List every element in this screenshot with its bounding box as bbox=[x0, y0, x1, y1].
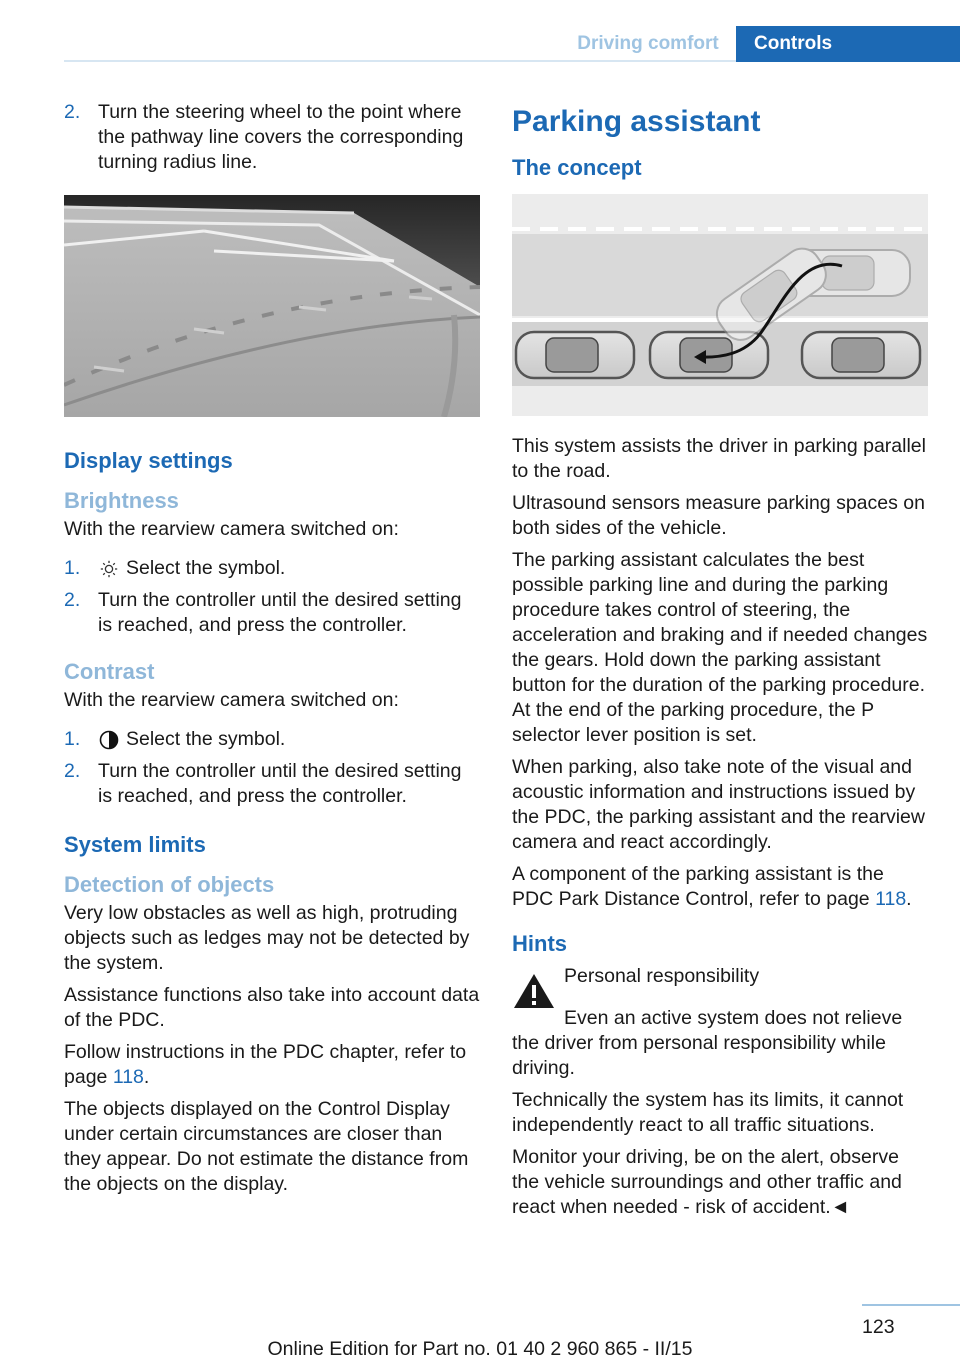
rearview-camera-figure bbox=[64, 195, 480, 417]
page-number: 123 bbox=[862, 1316, 895, 1338]
title-parking-assistant: Parking assistant bbox=[512, 105, 761, 138]
contrast-step-2: 2. Turn the controller until the desired setting is reached, and press the controller. bbox=[64, 760, 462, 807]
warning-title: Personal responsibility bbox=[564, 965, 760, 987]
heading-detection-of-objects: Detection of objects bbox=[64, 872, 275, 897]
detection-p1: Very low obstacles as well as high, protruding objects such as ledges may not be detected by the system. bbox=[64, 902, 470, 974]
heading-system-limits: System limits bbox=[64, 832, 206, 857]
contrast-step-1: 1. Select the symbol. bbox=[64, 728, 286, 750]
page-link-118-pdc[interactable]: 118 bbox=[875, 888, 907, 910]
hints-p7: Monitor your driving, be on the alert, observe the vehicle surroundings and other traffic and react when needed - risk of accident.◄ bbox=[512, 1146, 902, 1218]
heading-concept: The concept bbox=[512, 155, 642, 180]
warning-text: Even an active system does not relieve the driver from personal responsibility while driving. bbox=[512, 1007, 903, 1079]
detection-p2: Assistance functions also take into account data of the PDC. bbox=[64, 984, 480, 1031]
header-chapter: Controls bbox=[736, 26, 960, 62]
warning-icon bbox=[512, 972, 556, 1010]
concept-p4: When parking, also take note of the visual and acoustic information and instructions issued by the PDC, the parking assistant and the rearview camera and react accordingly. bbox=[512, 756, 925, 853]
heading-hints: Hints bbox=[512, 931, 567, 956]
step-turn-wheel: 2. Turn the steering wheel to the point where the pathway line covers the corresponding turning radius line. bbox=[64, 101, 464, 173]
brightness-intro: With the rearview camera switched on: bbox=[64, 518, 399, 540]
brightness-step-1: 1. Select the symbol. bbox=[64, 557, 286, 579]
header-section: Driving comfort bbox=[577, 33, 719, 54]
page-link-118[interactable]: 118 bbox=[112, 1066, 144, 1088]
contrast-intro: With the rearview camera switched on: bbox=[64, 689, 399, 711]
car-parked-right bbox=[802, 332, 920, 378]
brightness-step-2: 2. Turn the controller until the desired setting is reached, and press the controller. bbox=[64, 589, 462, 636]
concept-p5: A component of the parking assistant is the PDC Park Distance Control, refer to page 118. bbox=[512, 863, 912, 910]
car-parking-target bbox=[650, 332, 768, 378]
right-column bbox=[512, 100, 928, 1227]
brightness-icon bbox=[98, 560, 120, 578]
footer-edition: Online Edition for Part no. 01 40 2 960 865 - II/15 bbox=[267, 1338, 693, 1360]
detection-p4: The objects displayed on the Control Display under certain circumstances are closer than they appear. Do not estimate the distance from the objects on the display. bbox=[64, 1098, 469, 1195]
heading-contrast: Contrast bbox=[64, 659, 155, 684]
concept-p3: The parking assistant calculates the best possible parking line and during the parking procedure takes control of steering, the acceleration and braking and if needed changes the gears. Hold down the parking assistant button for the duration of the parking procedure. At the end of the parking procedure, the P selector lever position is set. bbox=[512, 549, 928, 746]
contrast-icon bbox=[98, 730, 120, 750]
parking-concept-figure bbox=[512, 194, 928, 416]
hints-p6: Technically the system has its limits, it cannot independently react to all traffic situations. bbox=[512, 1089, 904, 1136]
concept-p1: This system assists the driver in parking parallel to the road. bbox=[512, 435, 926, 482]
detection-p3: Follow instructions in the PDC chapter, refer to page 118. bbox=[64, 1041, 467, 1088]
warning-box bbox=[512, 964, 928, 1010]
footer-rule bbox=[862, 1304, 960, 1306]
heading-display-settings: Display settings bbox=[64, 448, 233, 473]
car-parked-left bbox=[516, 332, 634, 378]
left-column bbox=[64, 100, 480, 1204]
heading-brightness: Brightness bbox=[64, 488, 179, 513]
concept-p2: Ultrasound sensors measure parking spaces on both sides of the vehicle. bbox=[512, 492, 925, 539]
